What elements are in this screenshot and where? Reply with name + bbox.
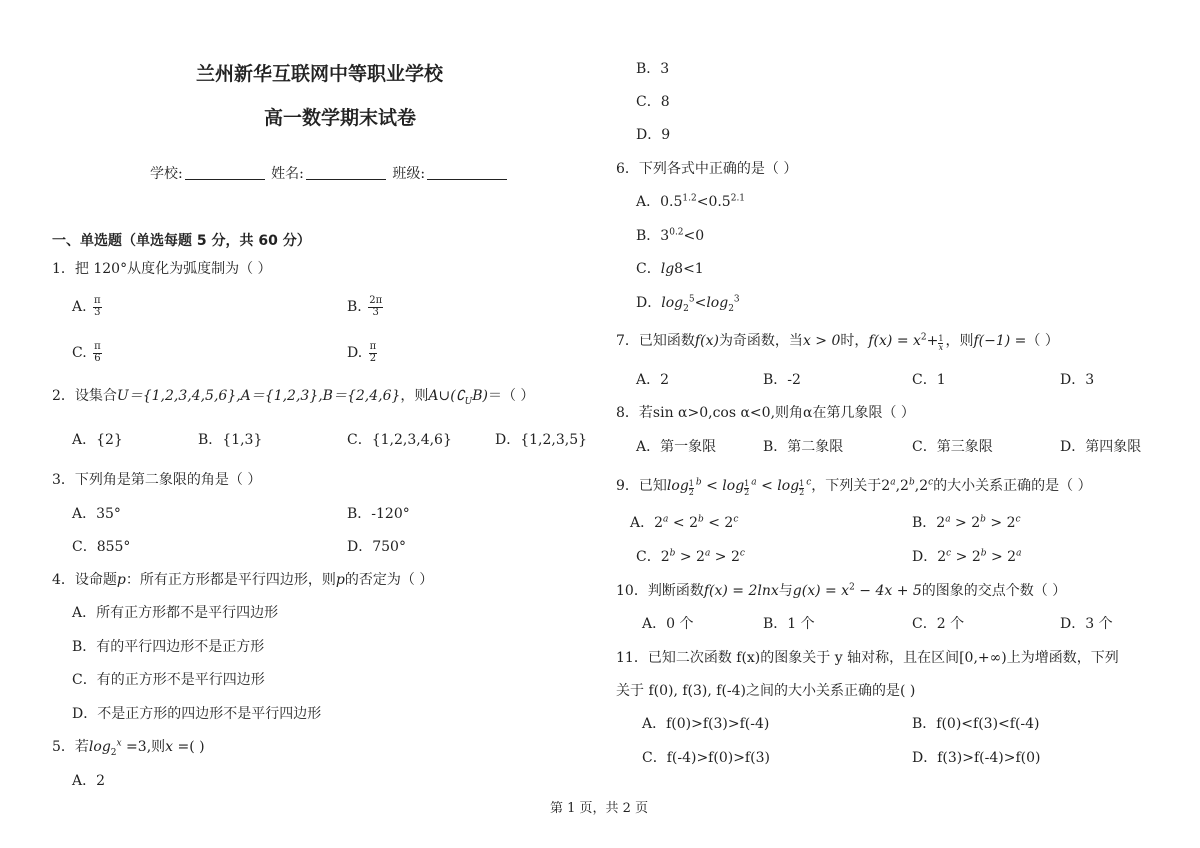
q9-arg3: c <box>806 477 812 488</box>
q9-stem-part-c: 的大小关系正确的是（ ） <box>933 478 1092 494</box>
q9-b-e3: c <box>1015 514 1021 525</box>
q4-option-b: B．有的平行四边形不是正方形 <box>72 639 265 655</box>
q7-option-d: D．3 <box>1060 372 1095 388</box>
q9-d-b3: 2 <box>1007 549 1017 565</box>
q2-stem-part-c: ＝（ ） <box>487 388 535 404</box>
q9-base2 <box>744 480 749 497</box>
q9-base3-num: 1 <box>799 479 805 488</box>
q4-stem-part-c: 的否定为（ ） <box>344 572 434 588</box>
q9-exp2: b <box>908 477 915 488</box>
q1-c-numerator: π <box>94 341 101 352</box>
q5-option-a: A．2 <box>72 773 106 789</box>
q2-expression-end: B) <box>472 388 488 404</box>
q1-option-d <box>347 342 379 364</box>
q10-option-a: A．0 个 <box>642 616 694 632</box>
q2-stem-part-a: 2．设集合 <box>52 388 117 404</box>
q5-log: log <box>88 739 111 755</box>
q9-option-b <box>912 516 1021 530</box>
q9-c-label: C． <box>636 549 661 565</box>
q6-c-rest: 8<1 <box>674 261 704 277</box>
q7-stem-part-d: ，则 <box>945 333 974 349</box>
q6-option-b <box>636 229 704 243</box>
q9-a-op2: < <box>703 515 725 531</box>
q8-option-b: B．第二象限 <box>763 439 844 455</box>
q3-option-a: A．35° <box>72 506 121 522</box>
q2-expression: A∪(∁ <box>428 388 465 404</box>
q4-proposition-p: p <box>116 572 126 588</box>
q9-c-b2: 2 <box>696 549 705 565</box>
q1-b-denominator: 3 <box>372 306 379 318</box>
q9-d-e1: c <box>946 548 952 559</box>
school-field-label: 学校: <box>150 166 183 182</box>
q1-option-d-fraction <box>369 342 378 364</box>
q7-frac-num: 1 <box>938 334 944 343</box>
exam-title: 高一数学期末试卷 <box>264 107 417 129</box>
q7-plus: + <box>926 333 939 349</box>
q7-stem-part-e: （ ） <box>1026 333 1059 349</box>
q6-b-base: 3 <box>660 228 670 244</box>
q2-stem-part-b: ，则 <box>400 388 429 404</box>
q9-d-op2: > <box>986 549 1008 565</box>
q7-stem-part-a: 7．已知函数 <box>616 333 695 349</box>
q1-option-c-fraction <box>93 342 102 364</box>
q9-option-d <box>912 550 1021 564</box>
q3-option-d: D．750° <box>347 539 406 555</box>
q7-option-c: C．1 <box>912 372 946 388</box>
q5-stem-part-a: 5．若 <box>52 739 89 755</box>
q9-d-e3: a <box>1016 548 1022 559</box>
q9-d-e2: b <box>980 548 987 559</box>
q6-b-rest: <0 <box>683 228 705 244</box>
q9-pow1: 2 <box>881 478 891 494</box>
q10-stem <box>616 584 1066 598</box>
q2-complement-subscript: U <box>464 396 473 407</box>
q7-stem <box>616 334 1059 352</box>
q6-c-label: C． <box>636 261 661 277</box>
q9-a-b3: 2 <box>724 515 734 531</box>
q9-pow3: 2 <box>919 478 929 494</box>
name-blank[interactable] <box>306 166 386 180</box>
q1-a-denominator: 3 <box>94 306 101 318</box>
q1-option-b <box>347 296 385 318</box>
q4-option-c: C．有的正方形不是平行四边形 <box>72 672 265 688</box>
q9-b-b1: 2 <box>936 515 946 531</box>
q8-stem: 8．若sin α>0,cos α<0,则角α在第几象限（ ） <box>616 405 915 421</box>
q9-d-label: D． <box>912 549 938 565</box>
q8-option-d: D．第四象限 <box>1060 439 1142 455</box>
q9-a-label: A． <box>630 515 655 531</box>
q10-g-exp: 2 <box>849 582 855 593</box>
q11-option-b: B．f(0)<f(3)<f(-4) <box>912 716 1040 732</box>
q6-a-label: A． <box>636 194 661 210</box>
q4-stem <box>52 573 433 587</box>
q1-option-a-fraction <box>93 296 102 318</box>
q6-option-c <box>636 262 704 276</box>
q9-log1: log <box>666 478 689 494</box>
q9-b-b2: 2 <box>971 515 981 531</box>
q6-c-lg: lg <box>660 261 675 277</box>
q4-stem-part-a: 4．设命题 <box>52 572 117 588</box>
q9-b-label: B． <box>912 515 937 531</box>
q7-square: 2 <box>920 332 927 343</box>
q11-option-c: C．f(-4)>f(0)>f(3) <box>642 750 770 766</box>
q10-f: f(x) = 2lnx <box>703 583 779 599</box>
q9-exp1: a <box>890 477 896 488</box>
q9-base2-den: 2 <box>744 488 750 497</box>
q9-log3: log <box>777 478 800 494</box>
class-blank[interactable] <box>427 166 507 180</box>
q9-option-c <box>636 550 745 564</box>
q6-d-lt: < <box>694 295 707 311</box>
q6-b-label: B． <box>636 228 661 244</box>
q11-stem-line1: 11．已知二次函数 f(x)的图象关于 y 轴对称，且在区间[0,+∞)上为增函数，下列 <box>616 650 1119 666</box>
q2-option-d: D．{1,2,3,5} <box>495 432 588 448</box>
q4-stem-part-b: ：所有正方形都是平行四边形，则 <box>125 572 336 588</box>
q1-d-denominator: 2 <box>369 352 377 364</box>
q9-a-e2: b <box>697 514 704 525</box>
q6-a-mid: <0.5 <box>696 194 731 210</box>
q9-lt1: < <box>701 478 723 494</box>
q9-stem-part-b: ，下列关于 <box>811 478 882 494</box>
q9-arg1: b <box>695 477 702 488</box>
q9-stem: 9．已知log $\frac{1}{2} ^b < \log$ $\frac{1}{2} ^a < \log$ $\frac{1}{2} ^c$，下列关于2$^a$,2$^b$,2$^c$的大小关系正确的是（ ） <box>616 477 1092 497</box>
q10-stem-part-c: 的图象的交点个数（ ） <box>921 583 1067 599</box>
q9-stem-part-a: 9．已知 <box>616 478 667 494</box>
q5-stem-part-c: =( ) <box>173 739 205 755</box>
q9-a-e1: a <box>663 514 669 525</box>
q5-variable-x: x <box>165 739 174 755</box>
q7-stem-part-c: 时， <box>840 333 869 349</box>
q9-a-b1: 2 <box>654 515 664 531</box>
q9-c-op1: > <box>675 549 697 565</box>
q9-d-b2: 2 <box>971 549 981 565</box>
q9-exp3: c <box>928 477 934 488</box>
school-title: 兰州新华互联网中等职业学校 <box>196 63 444 85</box>
q9-base1 <box>689 480 694 497</box>
q6-b-exp: 0.2 <box>669 227 684 238</box>
q5-option-d: D．9 <box>636 127 671 143</box>
q9-pow2: 2 <box>900 478 909 494</box>
q7-option-b: B．-2 <box>763 372 801 388</box>
q6-option-a <box>636 195 745 209</box>
q10-stem-part-a: 10．判断函数 <box>616 583 704 599</box>
q1-d-numerator: π <box>369 341 377 352</box>
q5-option-b: B．3 <box>636 61 670 77</box>
q2-option-b: B．{1,3} <box>198 432 263 448</box>
q9-b-op2: > <box>985 515 1007 531</box>
q1-b-numerator: 2π <box>369 295 383 306</box>
name-field-label: 姓名: <box>271 166 304 182</box>
q11-option-d: D．f(3)>f(-4)>f(0) <box>912 750 1041 766</box>
q5-stem-part-b: =3,则 <box>121 739 166 755</box>
q10-option-d: D．3 个 <box>1060 616 1113 632</box>
q9-base3 <box>799 480 804 497</box>
q9-d-op1: > <box>951 549 972 565</box>
q1-a-numerator: π <box>94 295 101 306</box>
q7-option-a: A．2 <box>636 372 670 388</box>
student-info-line <box>150 166 509 181</box>
q1-option-d-label: D. <box>347 345 363 361</box>
q2-set-definition: U＝{1,2,3,4,5,6},A＝{1,2,3},B＝{2,4,6} <box>116 388 401 404</box>
q9-c-e2: a <box>704 548 711 559</box>
q7-f-minus-one: f(−1) = <box>973 333 1027 349</box>
q5-log-arg: x <box>116 738 122 749</box>
q1-stem: 1．把 120°从度化为弧度制为（ ） <box>52 261 272 277</box>
q9-d-b1: 2 <box>937 549 947 565</box>
q9-lt2: < <box>756 478 778 494</box>
section-title: 一、单选题（单选每题 5 分，共 60 分） <box>52 233 311 249</box>
q7-fdef: f(x) = x <box>868 333 921 349</box>
q6-stem: 6．下列各式中正确的是（ ） <box>616 161 798 177</box>
q9-a-op1: < <box>668 515 690 531</box>
q9-c-e3: c <box>739 548 745 559</box>
q9-c-b1: 2 <box>660 549 670 565</box>
q6-a-base: 0.5 <box>660 194 683 210</box>
q1-c-denominator: 6 <box>94 352 101 364</box>
q11-stem-line2: 关于 f(0), f(3), f(-4)之间的大小关系正确的是( ) <box>616 683 916 699</box>
q7-frac-den: x <box>938 343 944 352</box>
q9-b-b3: 2 <box>1006 515 1016 531</box>
q6-d-arg1: 5 <box>688 294 695 305</box>
q7-fx: f(x) <box>694 333 719 349</box>
q8-option-c: C．第三象限 <box>912 439 993 455</box>
school-blank[interactable] <box>185 166 265 180</box>
q10-g-rest: − 4x + 5 <box>854 583 922 599</box>
q3-option-c: C．855° <box>72 539 131 555</box>
q9-a-e3: c <box>733 514 739 525</box>
q4-option-a: A．所有正方形都不是平行四边形 <box>72 605 279 621</box>
q6-d-base2: 2 <box>728 303 734 314</box>
q6-option-d <box>636 294 740 314</box>
q9-base2-num: 1 <box>744 479 750 488</box>
q2-option-a: A．{2} <box>72 432 123 448</box>
q10-option-c: C．2 个 <box>912 616 965 632</box>
q9-option-a <box>630 516 738 530</box>
q4-proposition-p-ref: p <box>335 572 345 588</box>
q6-a-exp1: 1.2 <box>682 193 697 204</box>
q1-option-a <box>72 296 104 318</box>
q3-option-b: B．-120° <box>347 506 410 522</box>
q5-option-c: C．8 <box>636 94 670 110</box>
q4-option-d: D．不是正方形的四边形不是平行四边形 <box>72 706 322 722</box>
q9-a-b2: 2 <box>689 515 698 531</box>
q11-option-a: A．f(0)>f(3)>f(-4) <box>642 716 770 732</box>
q1-option-c-label: C. <box>72 345 87 361</box>
q9-base1-den: 2 <box>688 488 694 497</box>
q9-b-e1: a <box>945 514 951 525</box>
q6-d-log2: log <box>706 295 729 311</box>
q10-stem-part-b: 与 <box>778 583 793 599</box>
q9-log2: log <box>722 478 745 494</box>
q6-d-log1: log <box>661 295 684 311</box>
q5-log-base: 2 <box>110 747 117 758</box>
q7-fraction <box>938 335 943 352</box>
q9-base3-den: 2 <box>799 488 805 497</box>
q6-d-base1: 2 <box>683 303 689 314</box>
q1-option-c <box>72 342 104 364</box>
q10-g: g(x) = x <box>792 583 850 599</box>
q10-option-b: B．1 个 <box>763 616 815 632</box>
q1-option-b-label: B. <box>347 299 362 315</box>
q7-condition: x > 0 <box>802 333 841 349</box>
q9-base1-num: 1 <box>688 479 694 488</box>
q9-c-e1: b <box>669 548 676 559</box>
q1-option-b-fraction <box>368 296 383 318</box>
q6-a-exp2: 2.1 <box>730 193 746 204</box>
page-footer: 第 1 页，共 2 页 <box>550 801 649 816</box>
q9-c-op2: > <box>710 549 731 565</box>
q7-stem-part-b: 为奇函数，当 <box>718 333 803 349</box>
q2-stem <box>52 388 535 407</box>
q6-d-label: D． <box>636 295 662 311</box>
q3-stem: 3．下列角是第二象限的角是（ ） <box>52 472 262 488</box>
q9-arg2: a <box>751 477 757 488</box>
q9-b-op1: > <box>950 515 972 531</box>
q5-stem <box>52 738 205 758</box>
q6-d-arg2: 3 <box>733 294 740 305</box>
q1-option-a-label: A. <box>72 299 87 315</box>
q8-option-a: A．第一象限 <box>636 439 717 455</box>
q9-b-e2: b <box>980 514 986 525</box>
q2-option-c: C．{1,2,3,4,6} <box>347 432 452 448</box>
class-field-label: 班级: <box>392 166 426 182</box>
q9-c-b3: 2 <box>730 549 740 565</box>
